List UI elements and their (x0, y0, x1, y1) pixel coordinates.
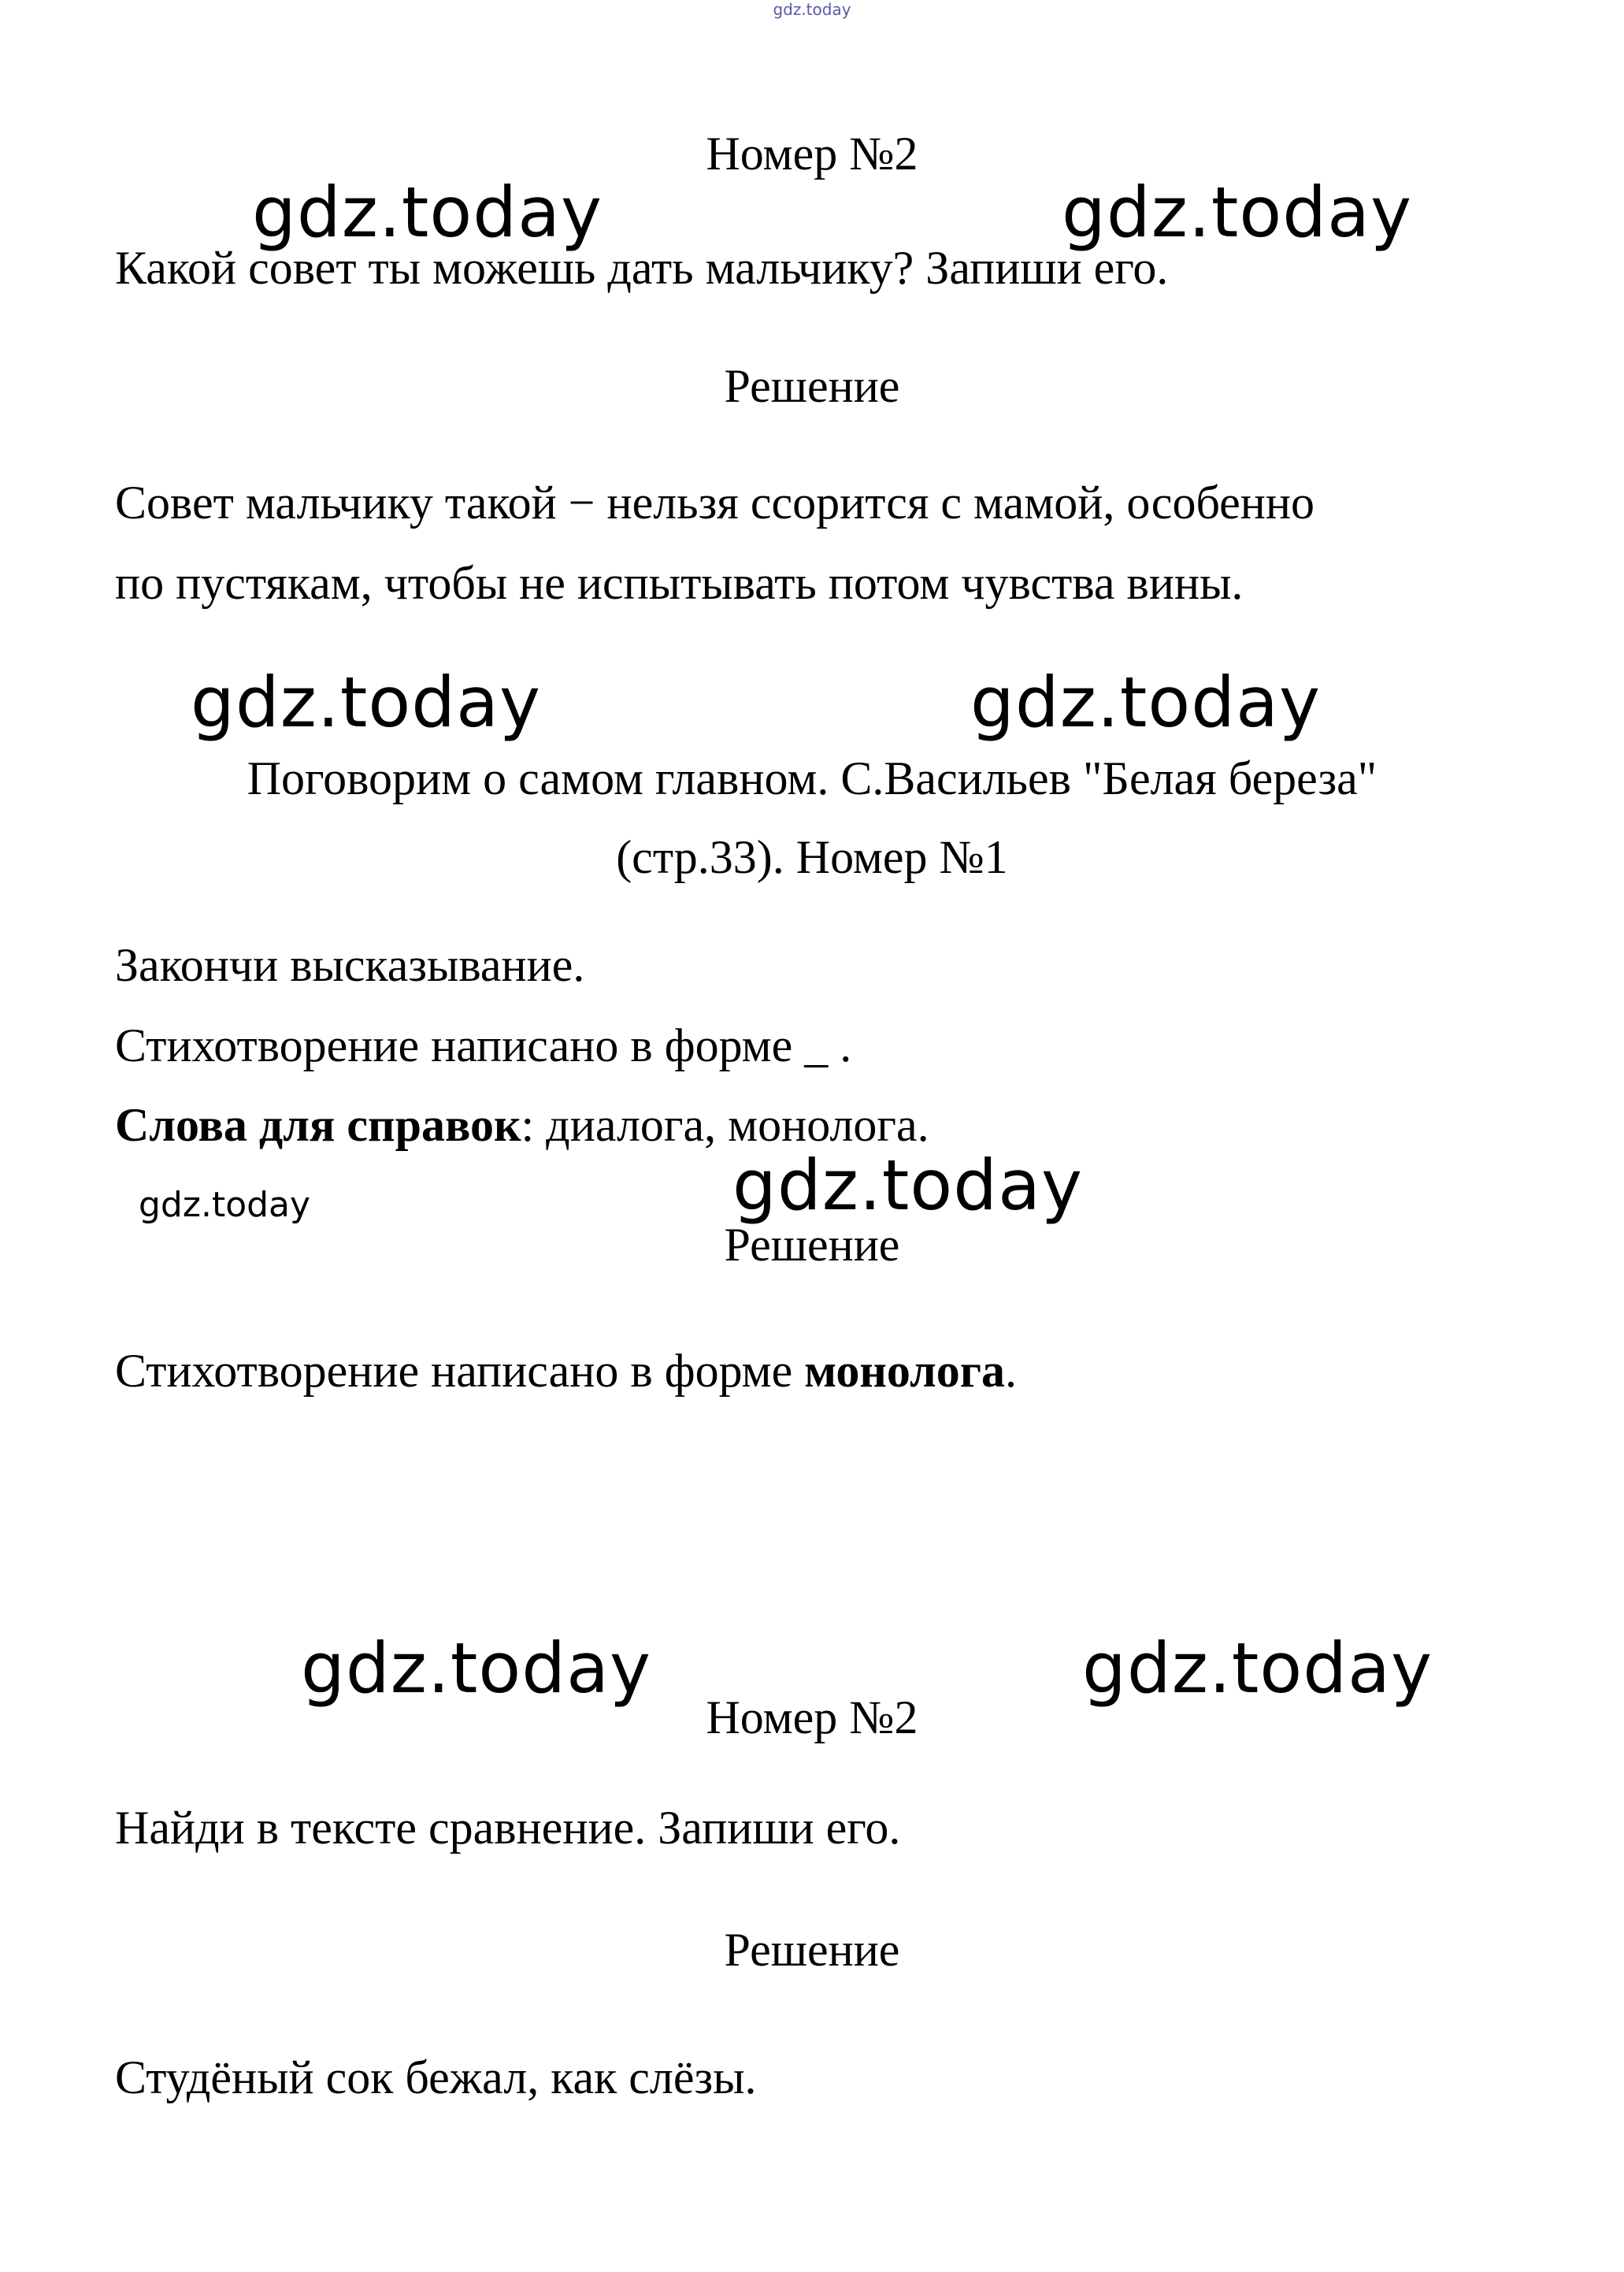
answer-suffix: . (1005, 1345, 1018, 1397)
answer-bold: монолога (804, 1345, 1006, 1397)
hint-label: Слова для справок (115, 1099, 521, 1151)
section2-solution-label: Решение (724, 1219, 900, 1271)
section1-answer-line2: по пустякам, чтобы не испытывать потом чувства вины. (115, 557, 1244, 609)
hint-text: : диалога, монолога. (521, 1099, 929, 1151)
section2-answer (115, 1343, 1017, 1398)
section2-title-line1: Поговорим о самом главном. С.Васильев "Белая береза" (247, 752, 1377, 804)
section2-task: Закончи высказывание. (115, 939, 585, 991)
section3-solution-label: Решение (724, 1924, 900, 1976)
watermark: gdz.today (252, 172, 603, 253)
watermark-top: gdz.today (773, 0, 851, 19)
section1-answer-line1: Совет мальчику такой − нельзя ссорится с мамой, особенно (115, 477, 1315, 529)
watermark: gdz.today (732, 1145, 1084, 1226)
watermark: gdz.today (1062, 172, 1413, 253)
section1-heading: Номер №2 (706, 128, 918, 180)
section1-solution-label: Решение (724, 360, 900, 412)
section2-statement: Стихотворение написано в форме _ . (115, 1019, 852, 1071)
watermark: gdz.today (1082, 1628, 1433, 1709)
section2-title-line2: (стр.33). Номер №1 (616, 831, 1008, 883)
watermark: gdz.today (970, 662, 1322, 743)
section3-answer: Студёный сок бежал, как слёзы. (115, 2051, 757, 2103)
section3-question: Найди в тексте сравнение. Запиши его. (115, 1802, 901, 1854)
section3-heading: Номер №2 (706, 1691, 918, 1743)
watermark: gdz.today (301, 1628, 652, 1709)
watermark: gdz.today (191, 662, 542, 743)
answer-prefix: Стихотворение написано в форме (115, 1345, 805, 1397)
watermark: gdz.today (139, 1185, 311, 1225)
section1-question: Какой совет ты можешь дать мальчику? Запиши его. (115, 242, 1169, 294)
